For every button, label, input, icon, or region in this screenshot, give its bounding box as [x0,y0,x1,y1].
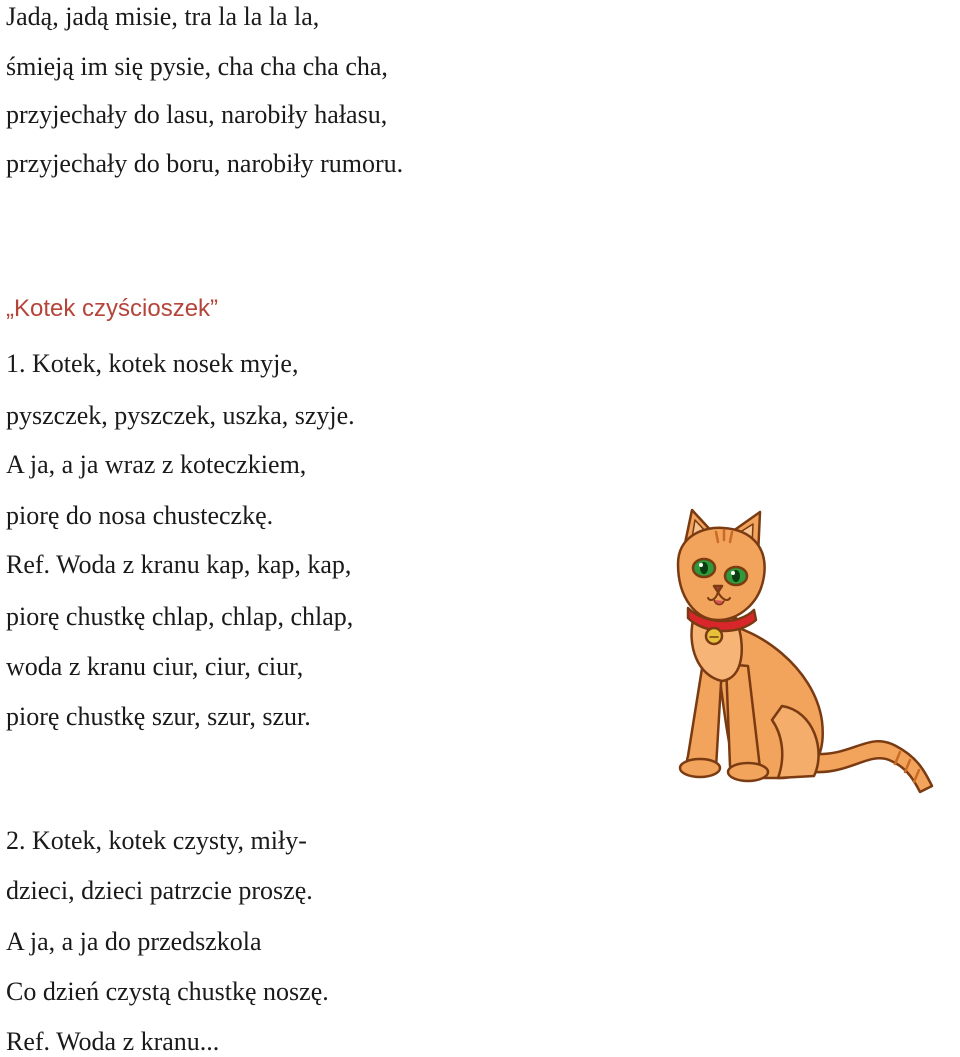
text-line: przyjechały do lasu, narobiły hałasu, [6,100,388,129]
text-line: piorę chustkę szur, szur, szur. [6,702,311,731]
text-line: przyjechały do boru, narobiły rumoru. [6,149,404,178]
text-line: dzieci, dzieci patrzcie proszę. [6,876,313,905]
text-line: śmieją im się pysie, cha cha cha cha, [6,52,388,81]
text-line: pyszczek, pyszczek, uszka, szyje. [6,401,355,430]
text-line: A ja, a ja do przedszkola [6,927,262,956]
text-line: woda z kranu ciur, ciur, ciur, [6,652,304,681]
text-line: Ref. Woda z kranu... [6,1027,220,1056]
cat-illustration-icon [664,506,936,806]
text-line: 1. Kotek, kotek nosek myje, [6,349,299,378]
text-line: Ref. Woda z kranu kap, kap, kap, [6,550,352,579]
text-line: piorę do nosa chusteczkę. [6,501,274,530]
text-line: Jadą, jadą misie, tra la la la la, [6,2,320,31]
text-line: piorę chustkę chlap, chlap, chlap, [6,602,354,631]
text-line: 2. Kotek, kotek czysty, miły- [6,826,307,855]
text-line: A ja, a ja wraz z koteczkiem, [6,450,307,479]
song-title: „Kotek czyścioszek” [6,295,219,322]
text-line: Co dzień czystą chustkę noszę. [6,977,329,1006]
